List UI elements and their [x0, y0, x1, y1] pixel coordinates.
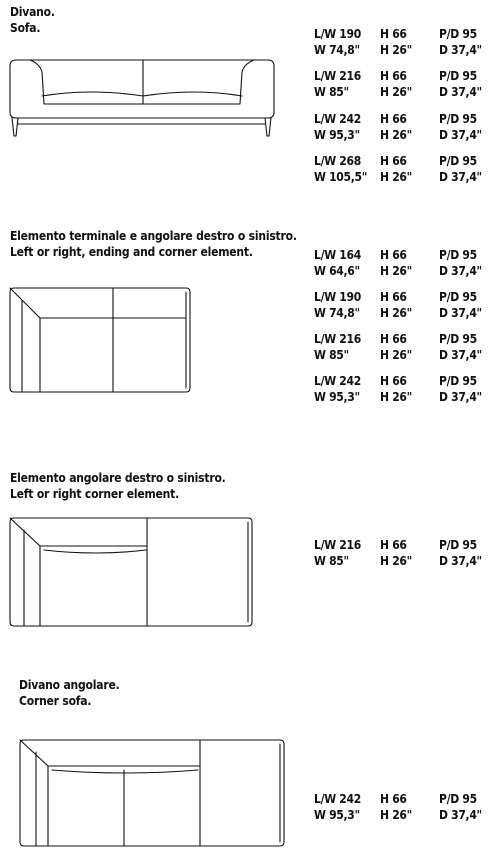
title-english: Left or right, ending and corner element.: [10, 245, 253, 259]
dim-w-in: W 85": [314, 554, 349, 568]
dim-w-in: W 85": [314, 85, 349, 99]
section-title-corner-element: [10, 470, 226, 502]
dim-lw-cm: L/W 190: [314, 290, 361, 304]
title-italian: Divano.: [10, 5, 55, 19]
title-italian: Elemento angolare destro o sinistro.: [10, 471, 226, 485]
dim-h-in: H 26": [380, 348, 412, 362]
dim-d-in: D 37,4": [439, 390, 482, 404]
section-title-sofa: [10, 4, 55, 36]
dim-h-in: H 26": [380, 390, 412, 404]
dim-h-in: H 26": [380, 170, 412, 184]
dim-lw-cm: L/W 190: [314, 27, 361, 41]
dim-pd-cm: P/D 95: [439, 69, 477, 83]
dim-h-cm: H 66: [380, 374, 407, 388]
title-english: Left or right corner element.: [10, 487, 179, 501]
dim-w-in: W 95,3": [314, 390, 360, 404]
dim-d-in: D 37,4": [439, 43, 482, 57]
dim-lw-cm: L/W 216: [314, 332, 361, 346]
dim-lw-cm: L/W 216: [314, 69, 361, 83]
dim-d-in: D 37,4": [439, 554, 482, 568]
dim-w-in: W 74,8": [314, 306, 360, 320]
dim-pd-cm: P/D 95: [439, 290, 477, 304]
dim-w-in: W 105,5": [314, 170, 368, 184]
dim-pd-cm: P/D 95: [439, 27, 477, 41]
sofa-front-drawing: [10, 60, 274, 136]
dim-d-in: D 37,4": [439, 808, 482, 822]
dim-h-cm: H 66: [380, 290, 407, 304]
dim-w-in: W 95,3": [314, 808, 360, 822]
dim-h-cm: H 66: [380, 792, 407, 806]
corner-element-drawing: [10, 518, 252, 626]
dim-w-in: W 74,8": [314, 43, 360, 57]
dim-h-in: H 26": [380, 128, 412, 142]
dim-h-cm: H 66: [380, 332, 407, 346]
dim-h-in: H 26": [380, 85, 412, 99]
dim-pd-cm: P/D 95: [439, 112, 477, 126]
dim-h-in: H 26": [380, 306, 412, 320]
dim-pd-cm: P/D 95: [439, 374, 477, 388]
dim-d-in: D 37,4": [439, 348, 482, 362]
dim-w-in: W 95,3": [314, 128, 360, 142]
dim-h-in: H 26": [380, 554, 412, 568]
dim-d-in: D 37,4": [439, 170, 482, 184]
corner-sofa-drawing: [20, 740, 284, 846]
dim-lw-cm: L/W 242: [314, 792, 361, 806]
dim-h-cm: H 66: [380, 538, 407, 552]
section-title-corner-sofa: [19, 677, 120, 709]
dim-w-in: W 64,6": [314, 264, 360, 278]
dim-h-cm: H 66: [380, 69, 407, 83]
dim-h-cm: H 66: [380, 27, 407, 41]
section-title-ending-element: [10, 228, 297, 260]
dim-h-cm: H 66: [380, 248, 407, 262]
dim-w-in: W 85": [314, 348, 349, 362]
dim-d-in: D 37,4": [439, 128, 482, 142]
dim-lw-cm: L/W 242: [314, 112, 361, 126]
dim-d-in: D 37,4": [439, 264, 482, 278]
dim-lw-cm: L/W 216: [314, 538, 361, 552]
dim-pd-cm: P/D 95: [439, 332, 477, 346]
dim-pd-cm: P/D 95: [439, 154, 477, 168]
title-italian: Elemento terminale e angolare destro o sinistro.: [10, 229, 297, 243]
dim-h-in: H 26": [380, 264, 412, 278]
dim-pd-cm: P/D 95: [439, 792, 477, 806]
dim-pd-cm: P/D 95: [439, 538, 477, 552]
dim-h-cm: H 66: [380, 154, 407, 168]
title-english: Sofa.: [10, 21, 41, 35]
ending-element-drawing: [10, 288, 190, 392]
dim-pd-cm: P/D 95: [439, 248, 477, 262]
dim-h-in: H 26": [380, 43, 412, 57]
dim-lw-cm: L/W 164: [314, 248, 361, 262]
dim-lw-cm: L/W 242: [314, 374, 361, 388]
title-italian: Divano angolare.: [19, 678, 120, 692]
title-english: Corner sofa.: [19, 694, 92, 708]
dim-h-cm: H 66: [380, 112, 407, 126]
dim-d-in: D 37,4": [439, 306, 482, 320]
dim-lw-cm: L/W 268: [314, 154, 361, 168]
dim-d-in: D 37,4": [439, 85, 482, 99]
dim-h-in: H 26": [380, 808, 412, 822]
